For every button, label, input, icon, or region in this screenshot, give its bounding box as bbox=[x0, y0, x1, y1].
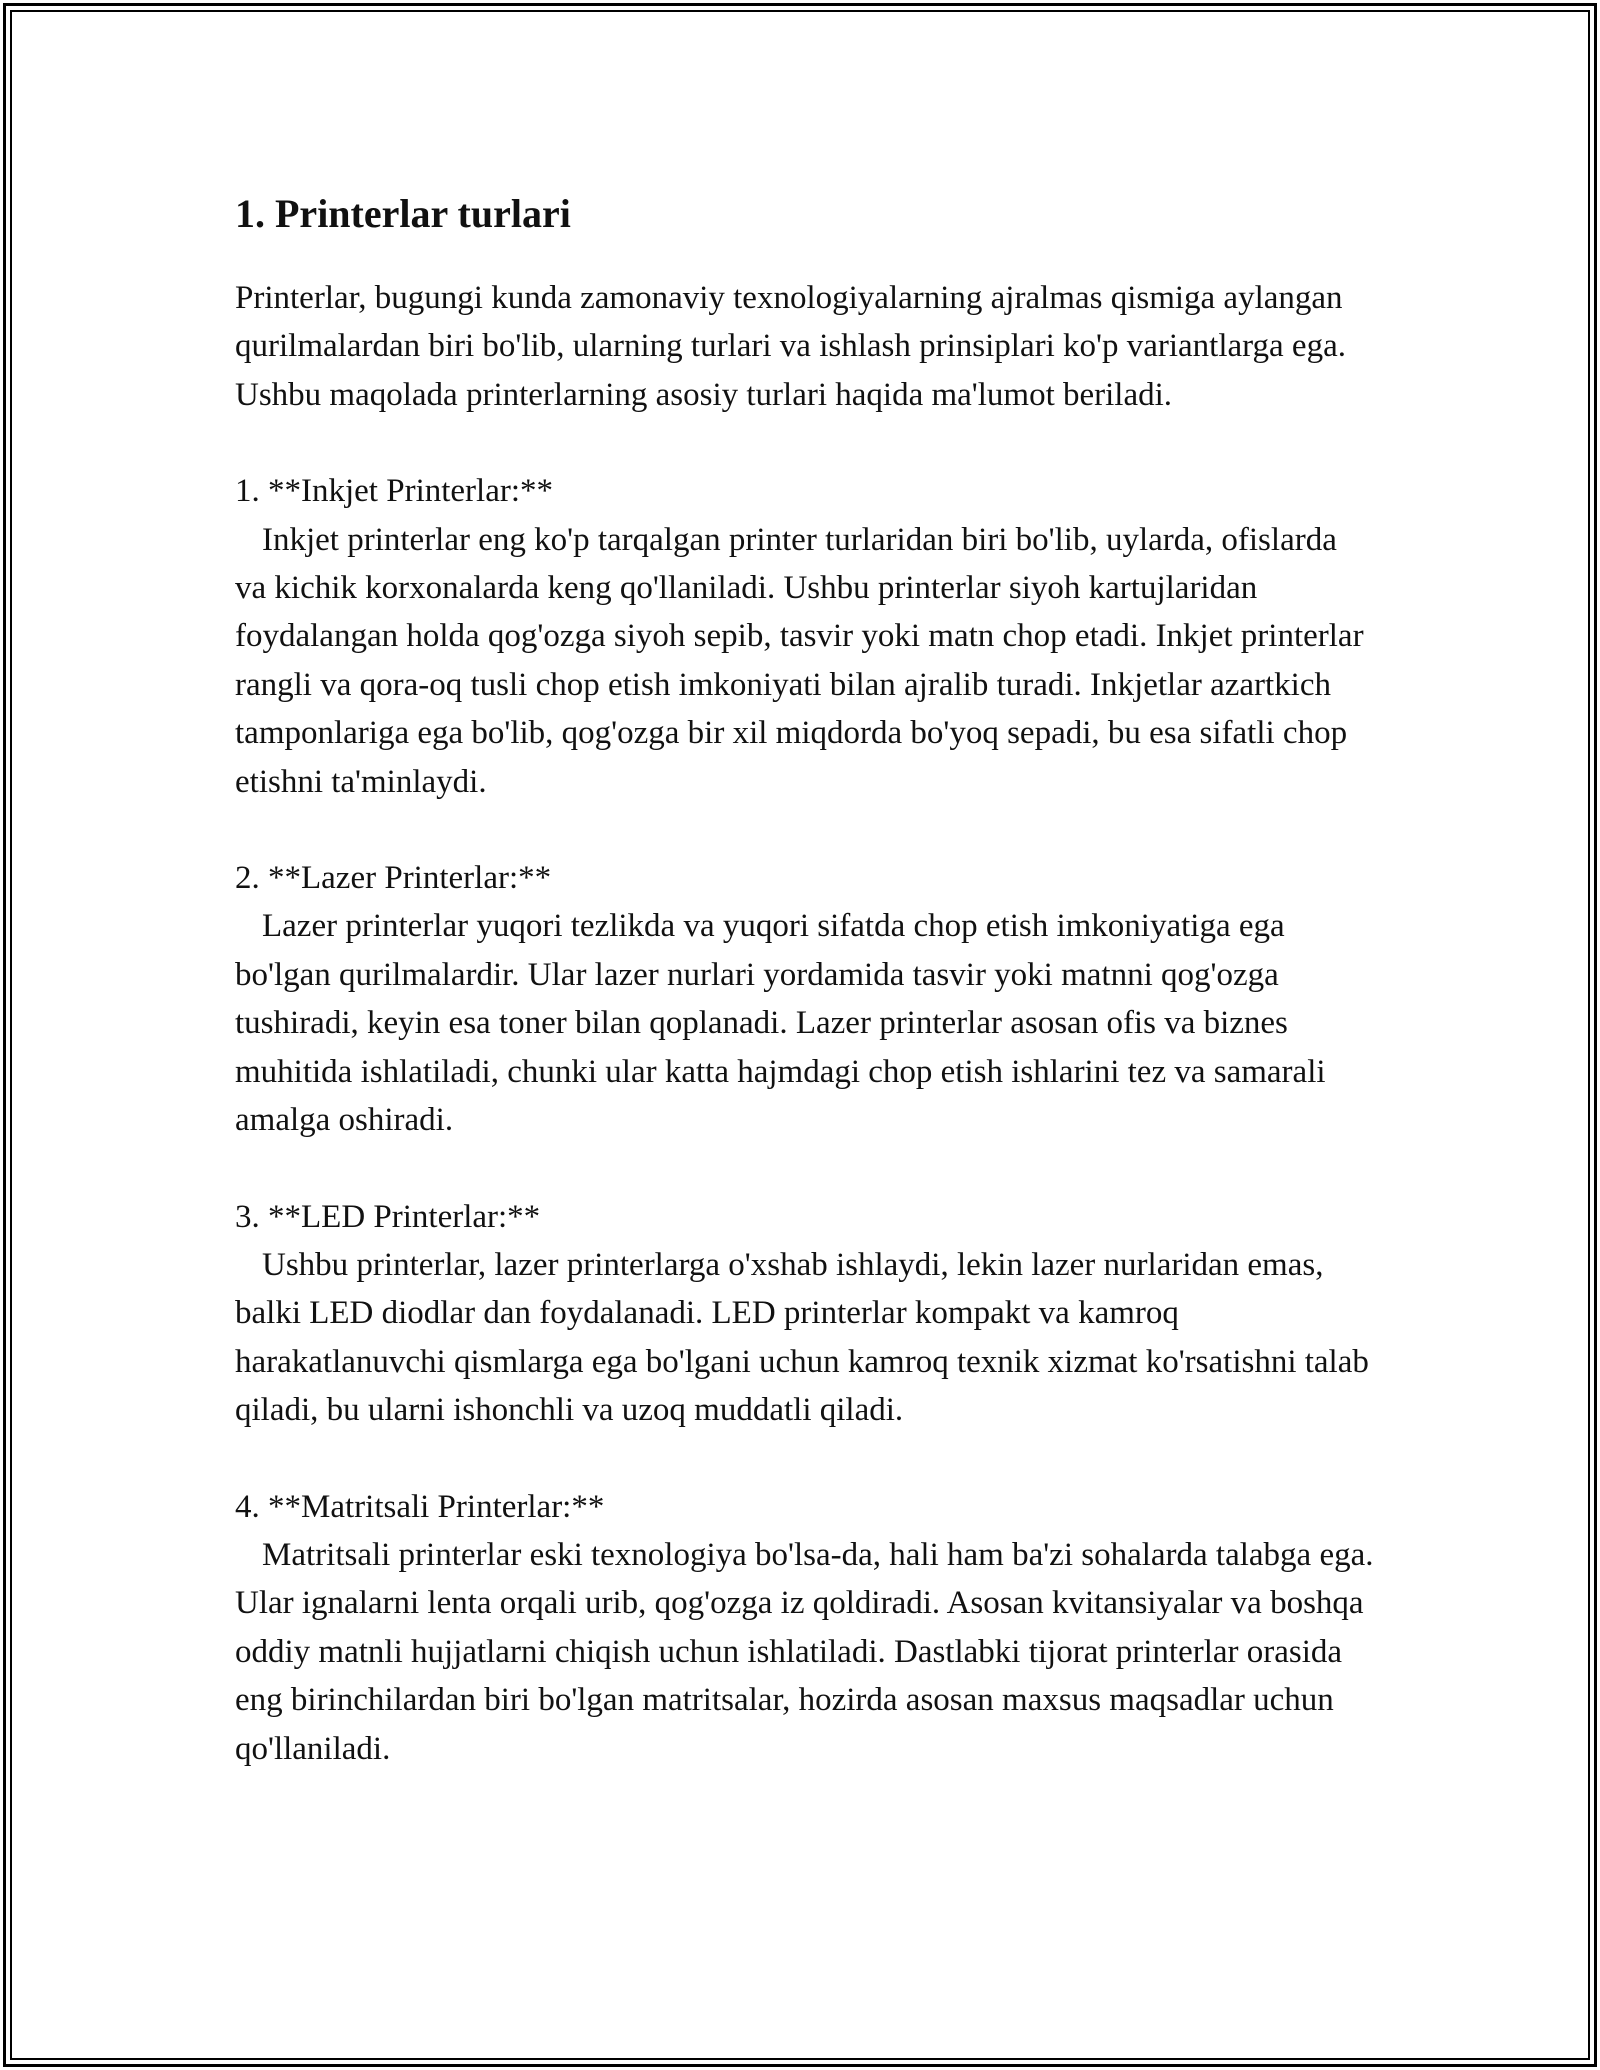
section-body: Ushbu printerlar, lazer printerlarga o'xshab ishlaydi, lekin lazer nurlaridan emas, balki LED diodlar dan foydalanadi. LED printerlar kompakt va kamroq harakatlanuvchi qismlarga ega bo'lgani uchun kamroq texnik xizmat ko'rsatishni talab qiladi, bu ularni ishonchli va uzoq muddatli qiladi. bbox=[235, 1246, 1369, 1429]
section-body: Lazer printerlar yuqori tezlikda va yuqori sifatda chop etish imkoniyatiga ega bo'lgan qurilmalardir. Ular lazer nurlari yordamida tasvir yoki matnni qog'ozga tushiradi, keyin esa toner bilan qoplanadi. Lazer printerlar asosan ofis va biznes muhitida ishlatiladi, chunki ular katta hajmdagi chop etish ishlarini tez va samarali amalga oshiradi. bbox=[235, 908, 1326, 1139]
section-heading: 4. **Matritsali Printerlar:** bbox=[235, 1488, 605, 1525]
document-body bbox=[235, 186, 1375, 1773]
section-body: Matritsali printerlar eski texnologiya bo'lsa-da, hali ham ba'zi sohalarda talabga ega. Ular ignalarni lenta orqali urib, qog'ozga iz qoldiradi. Asosan kvitansiyalar va boshqa oddiy matnli hujjatlarni chiqish uchun ishlatiladi. Dastlabki tijorat printerlar orasida eng birinchilardan biri bo'lgan matritsalar, hozirda asosan maxsus maqsadlar uchun qo'llaniladi. bbox=[235, 1536, 1374, 1767]
section-body: Inkjet printerlar eng ko'p tarqalgan printer turlaridan biri bo'lib, uylarda, ofislarda va kichik korxonalarda keng qo'llaniladi. Ushbu printerlar siyoh kartujlaridan foydalangan holda qog'ozga siyoh sepib, tasvir yoki matn chop etadi. Inkjet printerlar rangli va qora-oq tusli chop etish imkoniyati bilan ajralib turadi. Inkjetlar azartkich tamponlariga ega bo'lib, qog'ozga bir xil miqdorda bo'yoq sepadi, bu esa sifatli chop etishni ta'minlaydi. bbox=[235, 521, 1364, 800]
intro-paragraph: Printerlar, bugungi kunda zamonaviy texnologiyalarning ajralmas qismiga aylangan qurilmalardan biri bo'lib, ularning turlari va ishlash prinsiplari ko'p variantlarga ega. Ushbu maqolada printerlarning asosiy turlari haqida ma'lumot beriladi. bbox=[235, 280, 1355, 413]
section-heading: 2. **Lazer Printerlar:** bbox=[235, 860, 552, 897]
section-heading: 3. **LED Printerlar:** bbox=[235, 1198, 541, 1235]
section-heading: 1. **Inkjet Printerlar:** bbox=[235, 473, 554, 510]
section-laser bbox=[235, 854, 1375, 1144]
section-dot-matrix bbox=[235, 1483, 1375, 1773]
section-inkjet bbox=[235, 467, 1375, 806]
section-led bbox=[235, 1193, 1375, 1435]
document-title: 1. Printerlar turlari bbox=[235, 191, 571, 236]
